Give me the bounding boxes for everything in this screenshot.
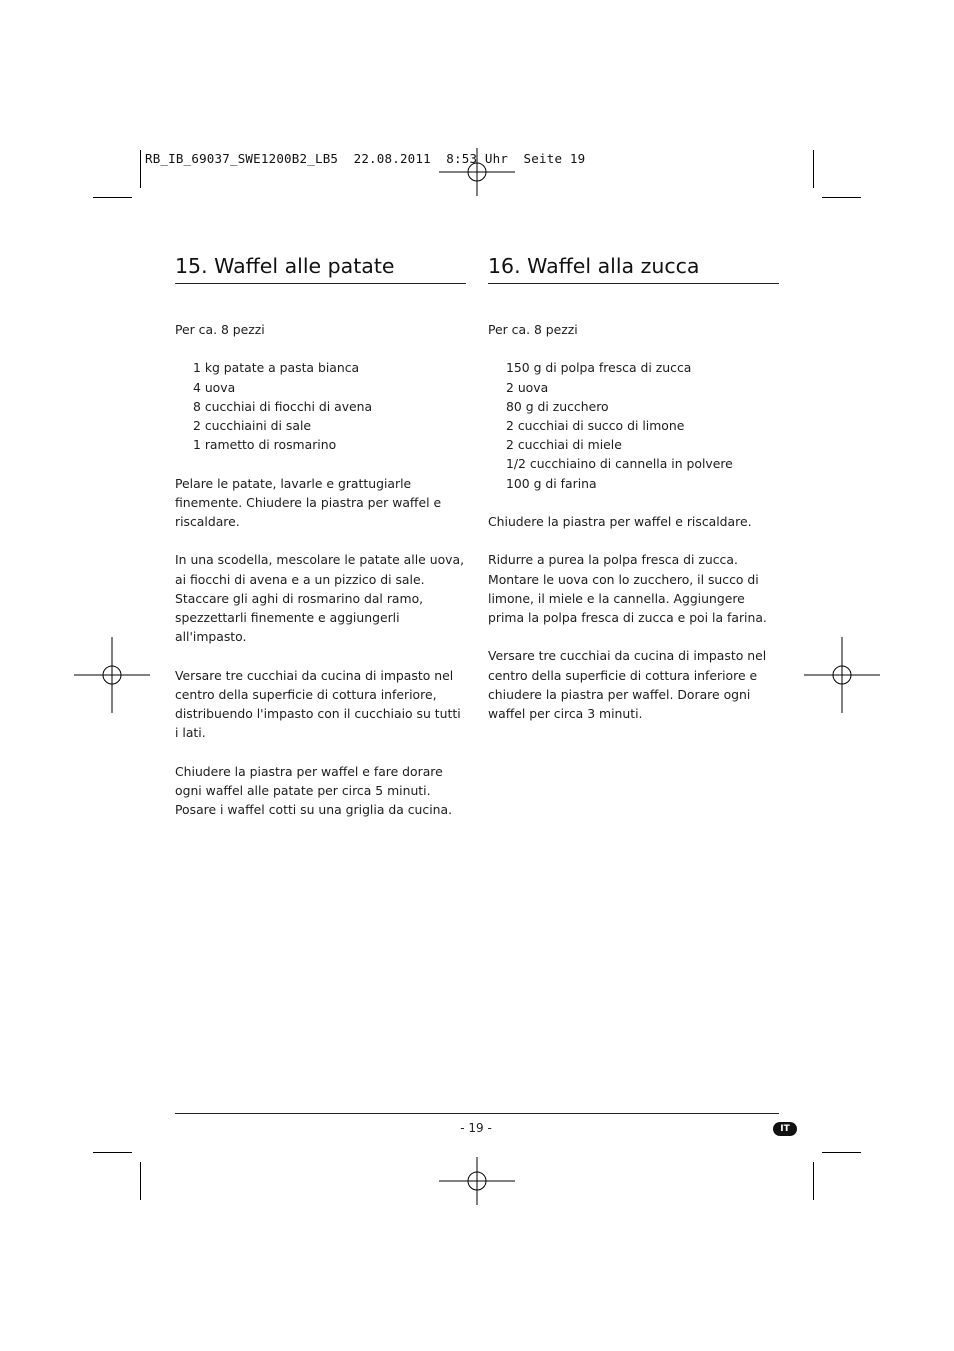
registration-mark-top-icon — [439, 134, 515, 210]
language-badge: IT — [773, 1122, 797, 1136]
registration-mark-bottom-icon — [439, 1143, 515, 1219]
recipe-left — [175, 253, 466, 819]
recipe-right-step: Versare tre cucchiai da cucina di impasto nel centro della superficie di cottura inferiore e chiudere la piastra per waffel. Dorare ogni waffel per circa 3 minuti. — [488, 648, 767, 721]
crop-mark-top-right-vertical — [813, 150, 814, 188]
ingredient-item: 2 cucchiai di succo di limone — [506, 418, 685, 433]
recipe-right-ingredients — [488, 358, 779, 492]
crop-mark-bottom-left-horizontal — [93, 1152, 132, 1153]
recipe-right-servings: Per ca. 8 pezzi — [488, 322, 578, 337]
recipe-right-title: 16. Waffel alla zucca — [488, 253, 779, 284]
recipe-right-step: Ridurre a purea la polpa fresca di zucca. Montare le uova con lo zucchero, il succo di limone, il miele e la cannella. Aggiungere prima la polpa fresca di zucca e poi la farina. — [488, 552, 767, 625]
crop-mark-bottom-left-vertical — [140, 1162, 141, 1200]
crop-mark-bottom-right-horizontal — [822, 1152, 861, 1153]
ingredient-item: 2 cucchiaini di sale — [193, 418, 312, 433]
registration-mark-left-icon — [74, 637, 150, 713]
recipe-left-title: 15. Waffel alle patate — [175, 253, 466, 284]
ingredient-item: 1 kg patate a pasta bianca — [193, 360, 360, 376]
registration-mark-right-icon — [804, 637, 880, 713]
crop-mark-top-left-vertical — [140, 150, 141, 188]
page-number: - 19 - — [460, 1121, 492, 1135]
ingredient-item: 2 uova — [506, 379, 549, 395]
recipe-left-step: Pelare le patate, lavarle e grattugiarle finemente. Chiudere la piastra per waffel e riscaldare. — [175, 475, 442, 529]
recipe-left-servings: Per ca. 8 pezzi — [175, 322, 265, 337]
ingredient-item: 4 uova — [193, 379, 236, 395]
ingredient-item: 8 cucchiai di fiocchi di avena — [193, 398, 373, 414]
ingredient-item: 1 rametto di rosmarino — [193, 437, 337, 453]
recipe-right-step: Chiudere la piastra per waffel e riscaldare. — [488, 514, 752, 529]
crop-mark-bottom-right-vertical — [813, 1162, 814, 1200]
ingredient-item: 150 g di polpa fresca di zucca — [506, 360, 692, 376]
recipe-right-body — [488, 320, 779, 723]
footer-rule — [175, 1113, 779, 1114]
recipe-left-step: In una scodella, mescolare le patate alle uova, ai fiocchi di avena e a un pizzico di sale. Staccare gli aghi di rosmarino dal ramo, spezzettarli finemente e aggiungerli all'impasto. — [175, 552, 465, 645]
recipe-left-body — [175, 320, 466, 819]
print-header: RB_IB_69037_SWE1200B2_LB5 22.08.2011 8:53 Uhr Seite 19 — [145, 151, 586, 166]
ingredient-item: 2 cucchiai di miele — [506, 437, 622, 453]
ingredient-item: 100 g di farina — [506, 475, 597, 491]
ingredient-item: 80 g di zucchero — [506, 398, 609, 414]
crop-mark-top-left-horizontal — [93, 197, 132, 198]
recipe-left-step: Versare tre cucchiai da cucina di impasto nel centro della superficie di cottura inferiore, distribuendo l'impasto con il cucchiaio su tutti i lati. — [175, 667, 461, 741]
recipe-left-ingredients — [175, 358, 466, 454]
recipe-right — [488, 253, 779, 723]
recipe-left-step: Chiudere la piastra per waffel e fare dorare ogni waffel alle patate per circa 5 minuti. Posare i waffel cotti su una griglia da cucina. — [175, 763, 453, 817]
ingredient-item: 1/2 cucchiaino di cannella in polvere — [506, 456, 733, 472]
crop-mark-top-right-horizontal — [822, 197, 861, 198]
